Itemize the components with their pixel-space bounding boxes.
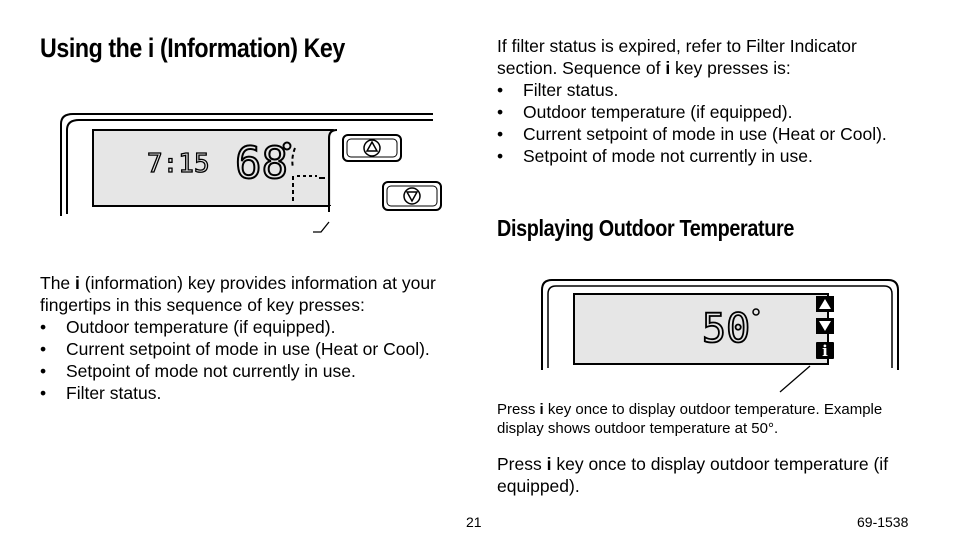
section-title: Displaying Outdoor Temperature: [497, 215, 795, 241]
page-number: 21: [466, 514, 482, 530]
up-arrow-button[interactable]: [816, 296, 834, 312]
list-item: • Filter status.: [497, 79, 897, 101]
list-item: • Outdoor temperature (if equipped).: [497, 101, 897, 123]
info-key-button[interactable]: [816, 342, 834, 360]
list-item: • Current setpoint of mode in use (Heat or Cool).: [40, 338, 440, 360]
thermostat-figure-1: [55, 108, 445, 244]
document-number: 69-1538: [857, 514, 909, 530]
list-item: • Setpoint of mode not currently in use.: [40, 360, 440, 382]
figure-caption: Press i key once to display outdoor temperature. Example display shows outdoor temperature at 50°.: [497, 401, 883, 437]
display-temperature: 50: [702, 306, 751, 352]
display-time: 7:15: [147, 149, 210, 179]
list-item: • Current setpoint of mode in use (Heat or Cool).: [497, 123, 897, 145]
right-note: Press i key once to display outdoor temperature (if equipped).: [497, 454, 889, 496]
list-item: • Outdoor temperature (if equipped).: [40, 316, 440, 338]
down-arrow-button[interactable]: [816, 318, 834, 334]
display-temperature: 68: [235, 138, 288, 189]
list-item: • Filter status.: [40, 382, 440, 404]
page-title: Using the i (Information) Key: [40, 33, 345, 63]
up-arrow-button[interactable]: [343, 135, 401, 161]
right-sequence-list: [497, 79, 897, 167]
info-key-label: i: [822, 342, 828, 360]
thermostat-figure-2: [538, 274, 902, 400]
list-item: • Setpoint of mode not currently in use.: [497, 145, 897, 167]
left-intro: The i (information) key provides information at your fingertips in this sequence of key presses:: [40, 273, 436, 315]
left-sequence-list: [40, 316, 440, 404]
down-arrow-button[interactable]: [383, 182, 441, 210]
right-intro: If filter status is expired, refer to Filter Indicator section. Sequence of i key presses is:: [497, 36, 857, 78]
